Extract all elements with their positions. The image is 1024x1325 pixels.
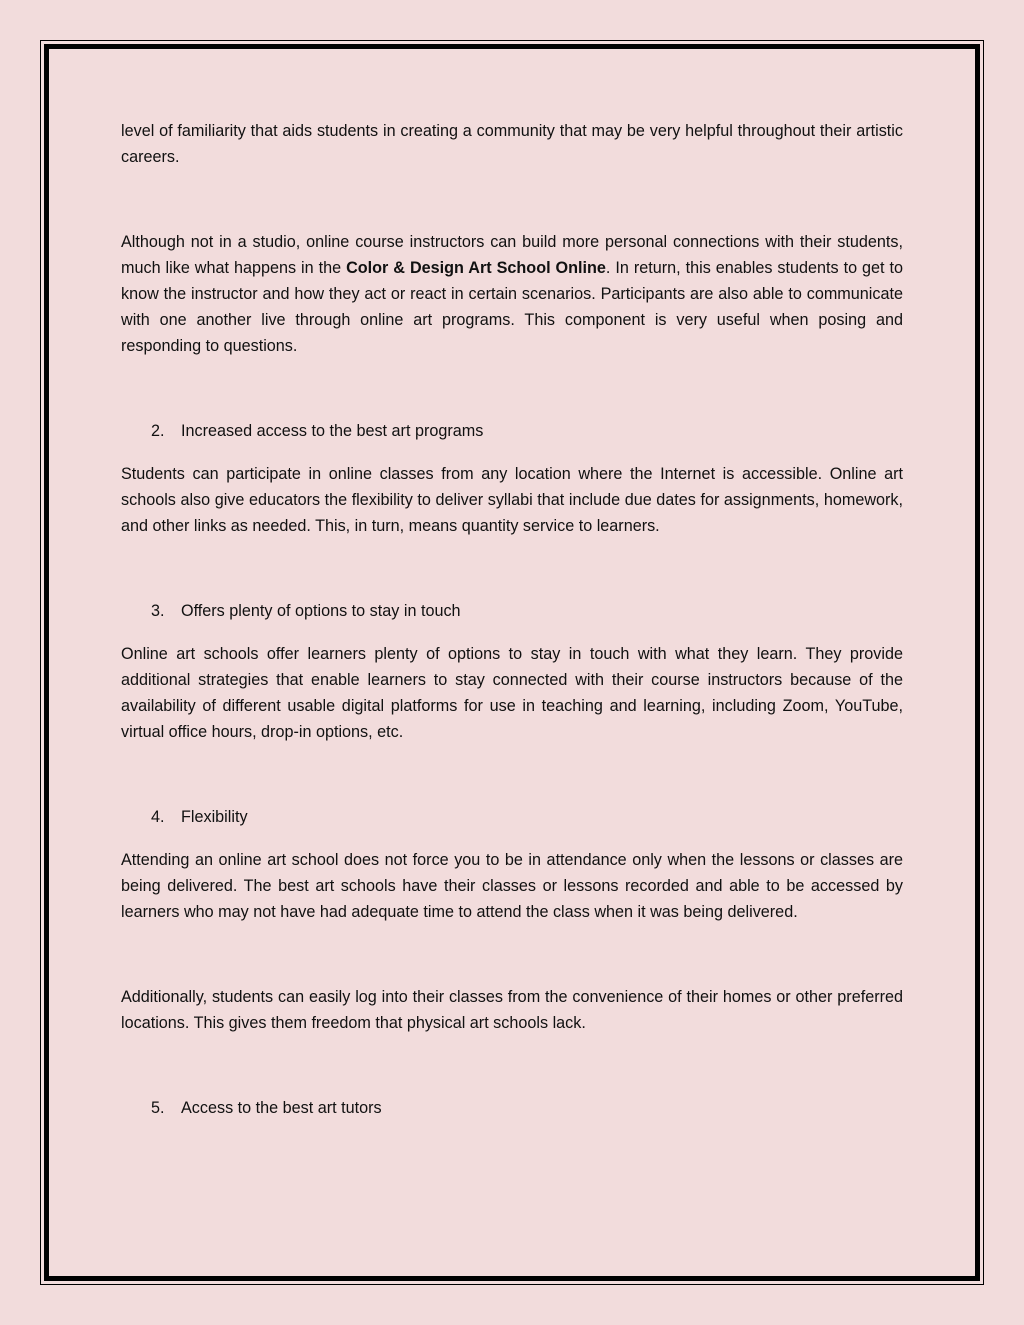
paragraph-flexibility: Attending an online art school does not force you to be in attendance only when the lessons or classes are being delivered. The best art schools have their classes or lessons recorded and able to be accessed by learners who may not have had adequate time to attend the class when it was being delivered. (121, 851, 903, 921)
heading-2-number: 2. (151, 422, 165, 440)
heading-3 (121, 598, 903, 624)
heading-3-number: 3. (151, 602, 165, 620)
heading-2-text: Increased access to the best art programs (181, 422, 484, 440)
school-name-link: Color & Design Art School Online (346, 259, 606, 277)
heading-4-text: Flexibility (181, 808, 248, 826)
heading-4 (121, 804, 903, 830)
paragraph-instructors-text-2: . In return, this enables students to get to know the instructor and how they act or react in certain scenarios. Participants are also able to communicate with one another live through online art programs. This component is very useful when posing and responding to questions. (121, 259, 904, 355)
paragraph-instructors-text-1: Although not in a studio, online course instructors can build more personal connections with their students, much like what happens in the (121, 233, 903, 277)
paragraph-familiarity: level of familiarity that aids students in creating a community that may be very helpful throughout their artistic careers. (121, 122, 903, 166)
heading-5-text: Access to the best art tutors (181, 1099, 382, 1117)
heading-3-text: Offers plenty of options to stay in touch (181, 602, 461, 620)
document-body (121, 118, 903, 1121)
heading-5-number: 5. (151, 1099, 165, 1117)
paragraph-instructors (121, 229, 903, 359)
heading-2 (121, 418, 903, 444)
paragraph-access: Students can participate in online classes from any location where the Internet is accessible. Online art schools also give educators the flexibility to deliver syllabi that include due dates for assignments, homework, and other links as needed. This, in turn, means quantity service to learners. (121, 465, 903, 535)
paragraph-stay-in-touch: Online art schools offer learners plenty of options to stay in touch with what they learn. They provide additional strategies that enable learners to stay connected with their course instructors because of the availability of different usable digital platforms for use in teaching and learning, including Zoom, YouTube, virtual office hours, drop-in options, etc. (121, 645, 903, 741)
heading-4-number: 4. (151, 808, 165, 826)
paragraph-additionally: Additionally, students can easily log into their classes from the convenience of their homes or other preferred locations. This gives them freedom that physical art schools lack. (121, 988, 903, 1032)
heading-5 (121, 1095, 903, 1121)
